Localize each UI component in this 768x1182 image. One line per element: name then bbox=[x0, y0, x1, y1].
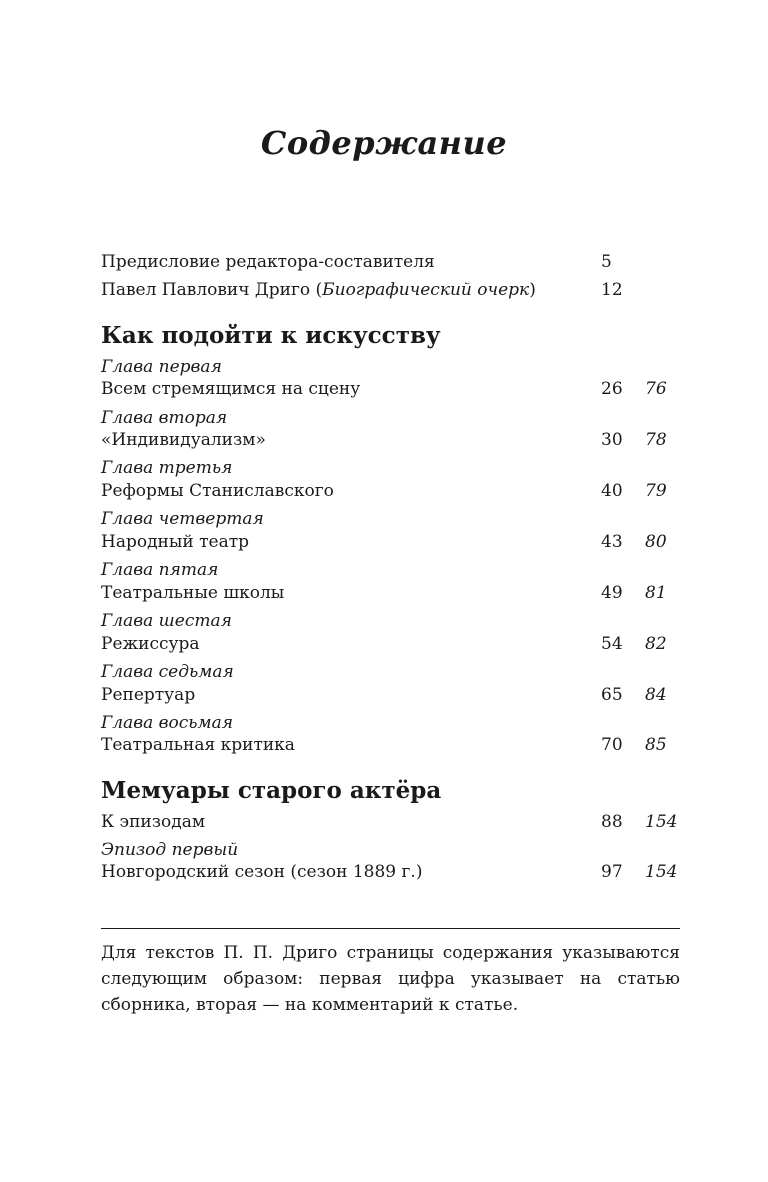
footnote-text: Для текстов П. П. Дриго страницы содержания указываются следующим образом: первая цифра указывает на статью сборника, вторая — на комментарий к статье. bbox=[101, 943, 680, 1015]
page-number: 65 bbox=[601, 685, 623, 705]
toc-entry[interactable] bbox=[101, 583, 681, 605]
chapter-label: Глава седьмая bbox=[101, 662, 234, 682]
toc-entry[interactable] bbox=[101, 685, 681, 707]
entry-title: Репертуар bbox=[101, 685, 196, 705]
page-number: 54 bbox=[601, 634, 623, 654]
toc-entry[interactable] bbox=[101, 735, 681, 757]
comment-page-number: 84 bbox=[645, 685, 667, 705]
toc-entry[interactable] bbox=[101, 862, 681, 884]
comment-page-number: 85 bbox=[645, 735, 667, 755]
toc-entry[interactable] bbox=[101, 481, 681, 503]
comment-page-number: 80 bbox=[645, 532, 667, 552]
entry-title: Реформы Станиславского bbox=[101, 481, 334, 501]
page-number: 12 bbox=[601, 280, 623, 300]
comment-page-number: 79 bbox=[645, 481, 667, 501]
toc-entry[interactable] bbox=[101, 532, 681, 554]
chapter-label: Глава пятая bbox=[101, 560, 219, 580]
entry-title: Театральные школы bbox=[101, 583, 285, 603]
entry-title: «Индивидуализм» bbox=[101, 430, 266, 450]
page-number: 88 bbox=[601, 812, 623, 832]
toc-entry-episodes[interactable] bbox=[101, 812, 681, 834]
page-title: Содержание bbox=[260, 124, 508, 162]
page-number: 70 bbox=[601, 735, 623, 755]
toc-entry[interactable] bbox=[101, 430, 681, 452]
comment-page-number: 76 bbox=[645, 379, 667, 399]
entry-title: Театральная критика bbox=[101, 735, 295, 755]
chapter-label: Глава вторая bbox=[101, 408, 228, 428]
page-number: 5 bbox=[601, 252, 612, 272]
entry-title: Павел Павлович Дриго (Биографический очерк) bbox=[101, 280, 536, 300]
entry-title: Предисловие редактора-составителя bbox=[101, 252, 435, 272]
comment-page-number: 82 bbox=[645, 634, 667, 654]
comment-page-number: 154 bbox=[645, 812, 678, 832]
entry-title: К эпизодам bbox=[101, 812, 206, 832]
footnote-divider bbox=[101, 928, 680, 929]
entry-title: Всем стремящимся на сцену bbox=[101, 379, 361, 399]
page-number: 49 bbox=[601, 583, 623, 603]
page-number: 97 bbox=[601, 862, 623, 882]
chapter-label: Глава третья bbox=[101, 458, 233, 478]
section-heading-art: Как подойти к искусству bbox=[101, 322, 441, 349]
comment-page-number: 81 bbox=[645, 583, 667, 603]
toc-entry-biography[interactable] bbox=[101, 280, 681, 302]
chapter-label: Глава первая bbox=[101, 357, 222, 377]
comment-page-number: 154 bbox=[645, 862, 678, 882]
chapter-label: Глава шестая bbox=[101, 611, 232, 631]
entry-title: Режиссура bbox=[101, 634, 200, 654]
page-number: 43 bbox=[601, 532, 623, 552]
page-number: 40 bbox=[601, 481, 623, 501]
page-number: 26 bbox=[601, 379, 623, 399]
entry-title: Народный театр bbox=[101, 532, 250, 552]
toc-entry-preface[interactable] bbox=[101, 252, 681, 274]
chapter-label: Эпизод первый bbox=[101, 840, 239, 860]
toc-entry[interactable] bbox=[101, 379, 681, 401]
chapter-label: Глава восьмая bbox=[101, 713, 234, 733]
chapter-label: Глава четвертая bbox=[101, 509, 264, 529]
section-heading-memoirs: Мемуары старого актёра bbox=[101, 777, 442, 804]
comment-page-number: 78 bbox=[645, 430, 667, 450]
toc-entry[interactable] bbox=[101, 634, 681, 656]
entry-title: Новгородский сезон (сезон 1889 г.) bbox=[101, 862, 423, 882]
page-number: 30 bbox=[601, 430, 623, 450]
